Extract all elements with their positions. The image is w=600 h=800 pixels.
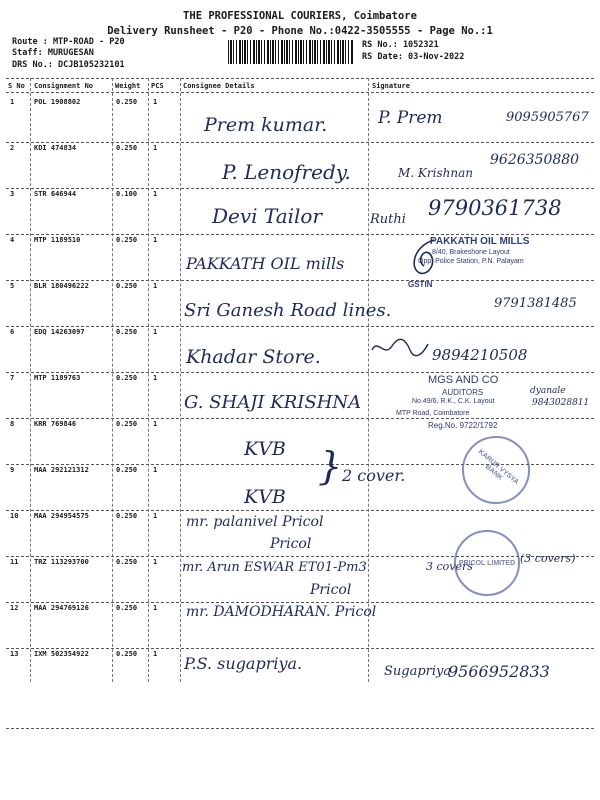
row-weight: 0.250 — [116, 420, 138, 428]
row-consignment: POL 1908802 — [34, 98, 81, 106]
drs-number: DRS No.: DCJB105232101 — [12, 60, 125, 70]
row-separator — [6, 372, 594, 373]
row-pcs: 1 — [153, 420, 158, 428]
consignee-handwriting: mr. palanivel Pricol — [186, 514, 324, 530]
row-separator — [6, 602, 594, 603]
barcode — [228, 40, 353, 64]
row-pcs: 1 — [153, 144, 158, 152]
row-sno: 2 — [10, 144, 15, 152]
phone-number: 9894210508 — [432, 346, 528, 364]
pakkath-stamp-name: PAKKATH OIL MILLS — [430, 236, 530, 247]
row-separator — [6, 648, 594, 649]
row-consignment: MAA 294954575 — [34, 512, 89, 520]
phone-number: 9095905767 — [506, 110, 589, 125]
row-consignment: EDQ 14263097 — [34, 328, 85, 336]
row-consignment: MAA 292121312 — [34, 466, 89, 474]
row-pcs: 1 — [153, 282, 158, 290]
row-consignment: TRZ 113293700 — [34, 558, 89, 566]
row-consignment: BLR 180496222 — [34, 282, 89, 290]
col-weight: Weight — [115, 82, 141, 90]
row-weight: 0.250 — [116, 374, 138, 382]
row-pcs: 1 — [153, 236, 158, 244]
row-pcs: 1 — [153, 466, 158, 474]
signature-scribble — [404, 236, 444, 280]
mgs-stamp-reg: Reg.No. 9722/1792 — [428, 421, 498, 430]
row-consignment: KDI 474834 — [34, 144, 77, 152]
signature: Ruthi — [370, 212, 406, 227]
brace-mark: } — [318, 444, 343, 488]
row-pcs: 1 — [153, 512, 158, 520]
mgs-stamp-name: MGS AND CO — [428, 374, 499, 386]
row-separator — [6, 510, 594, 511]
phone-number: 9566952833 — [448, 662, 550, 681]
row-separator — [6, 418, 594, 419]
row-separator — [6, 142, 594, 143]
phone-number: 9626350880 — [490, 152, 580, 168]
row-pcs: 1 — [153, 558, 158, 566]
row-consignment: STR 646944 — [34, 190, 77, 198]
consignee-handwriting: KVB — [244, 438, 286, 460]
row-consignment: MAA 294769126 — [34, 604, 89, 612]
row-weight: 0.250 — [116, 466, 138, 474]
row-consignment: IXM 502354922 — [34, 650, 89, 658]
row-sno: 7 — [10, 374, 15, 382]
rs-number: RS No.: 1052321 — [362, 40, 439, 50]
kvb-round-stamp: KARUR VYSYA BANK — [448, 422, 544, 518]
row-sno: 6 — [10, 328, 15, 336]
consignee-handwriting: Prem kumar. — [204, 114, 328, 136]
row-pcs: 1 — [153, 374, 158, 382]
row-pcs: 1 — [153, 190, 158, 198]
row-weight: 0.250 — [116, 144, 138, 152]
kvb-cover-note: 2 cover. — [342, 466, 406, 485]
runsheet-title: Delivery Runsheet - P20 - Phone No.:0422-3505555 - Page No.:1 — [107, 25, 493, 37]
consignee-handwriting: P.S. sugapriya. — [184, 654, 303, 673]
row-pcs: 1 — [153, 650, 158, 658]
row-weight: 0.250 — [116, 98, 138, 106]
col-sno: S No — [8, 82, 25, 90]
row-weight: 0.250 — [116, 236, 138, 244]
row-pcs: 1 — [153, 328, 158, 336]
divider — [148, 78, 149, 682]
row-sno: 11 — [10, 558, 19, 566]
consignee-handwriting: P. Lenofredy. — [222, 160, 351, 184]
pakkath-stamp-gstin: GSTIN — [408, 280, 433, 289]
signature: dyanale — [530, 386, 566, 396]
row-weight: 0.250 — [116, 328, 138, 336]
mgs-stamp-line: AUDITORS — [442, 388, 484, 397]
pakkath-stamp-address: Opp. Police Station, P.N. Palayam — [418, 258, 524, 265]
consignee-handwriting: G. SHAJI KRISHNA — [184, 392, 362, 413]
row-weight: 0.250 — [116, 558, 138, 566]
pricol-cover-note: (3 covers) — [520, 552, 576, 565]
phone-number: 9843028811 — [532, 398, 590, 408]
col-pcs: PCS — [151, 82, 164, 90]
company-title: THE PROFESSIONAL COURIERS, Coimbatore — [183, 10, 417, 22]
row-sno: 1 — [10, 98, 15, 106]
signature: Sugapriya — [384, 664, 452, 679]
divider — [180, 78, 181, 682]
row-separator — [6, 326, 594, 327]
row-separator — [6, 234, 594, 235]
mgs-stamp-line: No.49/6, R.K., C.K. Layout — [412, 398, 495, 405]
row-sno: 10 — [10, 512, 19, 520]
consignee-handwriting: mr. Arun ESWAR ET01-Pm3 — [182, 560, 367, 575]
pricol-cover-note: 3 covers — [426, 560, 473, 573]
header-rule-top — [6, 78, 594, 79]
row-consignment: MTP 1189763 — [34, 374, 81, 382]
pricol-note: Pricol — [270, 536, 312, 552]
signature: M. Krishnan — [398, 166, 473, 180]
divider — [30, 78, 31, 682]
col-signature: Signature — [372, 82, 410, 90]
header-rule-bottom — [6, 92, 594, 93]
pricol-note: Pricol — [310, 582, 352, 598]
consignee-handwriting: Khadar Store. — [186, 346, 321, 368]
row-sno: 3 — [10, 190, 15, 198]
row-consignment: MTP 1189510 — [34, 236, 81, 244]
row-sno: 5 — [10, 282, 15, 290]
mgs-stamp-line: MTP Road, Coimbatore — [396, 410, 470, 417]
route-label: Route : MTP-ROAD - P20 — [12, 37, 125, 47]
row-sno: 8 — [10, 420, 15, 428]
row-weight: 0.250 — [116, 282, 138, 290]
pricol-round-stamp: PRICOL LIMITED — [454, 530, 520, 596]
row-sno: 9 — [10, 466, 15, 474]
consignee-handwriting: KVB — [244, 486, 286, 508]
col-consignee: Consignee Details — [183, 82, 255, 90]
signature-scribble — [370, 336, 430, 360]
row-pcs: 1 — [153, 604, 158, 612]
consignee-handwriting: mr. DAMODHARAN. Pricol — [186, 604, 377, 620]
consignee-handwriting: PAKKATH OIL mills — [186, 254, 345, 273]
divider — [368, 78, 369, 682]
phone-number: 9791381485 — [494, 296, 577, 311]
row-pcs: 1 — [153, 98, 158, 106]
row-separator — [6, 280, 594, 281]
row-sno: 12 — [10, 604, 19, 612]
row-separator — [6, 728, 594, 729]
rs-date: RS Date: 03-Nov-2022 — [362, 52, 465, 62]
row-sno: 4 — [10, 236, 15, 244]
row-sno: 13 — [10, 650, 19, 658]
consignee-handwriting: Devi Tailor — [212, 204, 323, 228]
phone-number: 9790361738 — [428, 196, 562, 220]
staff-label: Staff: MURUGESAN — [12, 48, 94, 58]
row-weight: 0.100 — [116, 190, 138, 198]
row-weight: 0.250 — [116, 604, 138, 612]
row-weight: 0.250 — [116, 650, 138, 658]
pakkath-stamp-address: 8/40, Brakeshone Layout — [432, 249, 510, 256]
col-consignment: Consignment No — [34, 82, 94, 90]
divider — [112, 78, 113, 682]
consignee-handwriting: Sri Ganesh Road lines. — [184, 300, 392, 321]
row-separator — [6, 188, 594, 189]
signature: P. Prem — [378, 108, 443, 128]
row-weight: 0.250 — [116, 512, 138, 520]
row-consignment: KRR 769846 — [34, 420, 77, 428]
